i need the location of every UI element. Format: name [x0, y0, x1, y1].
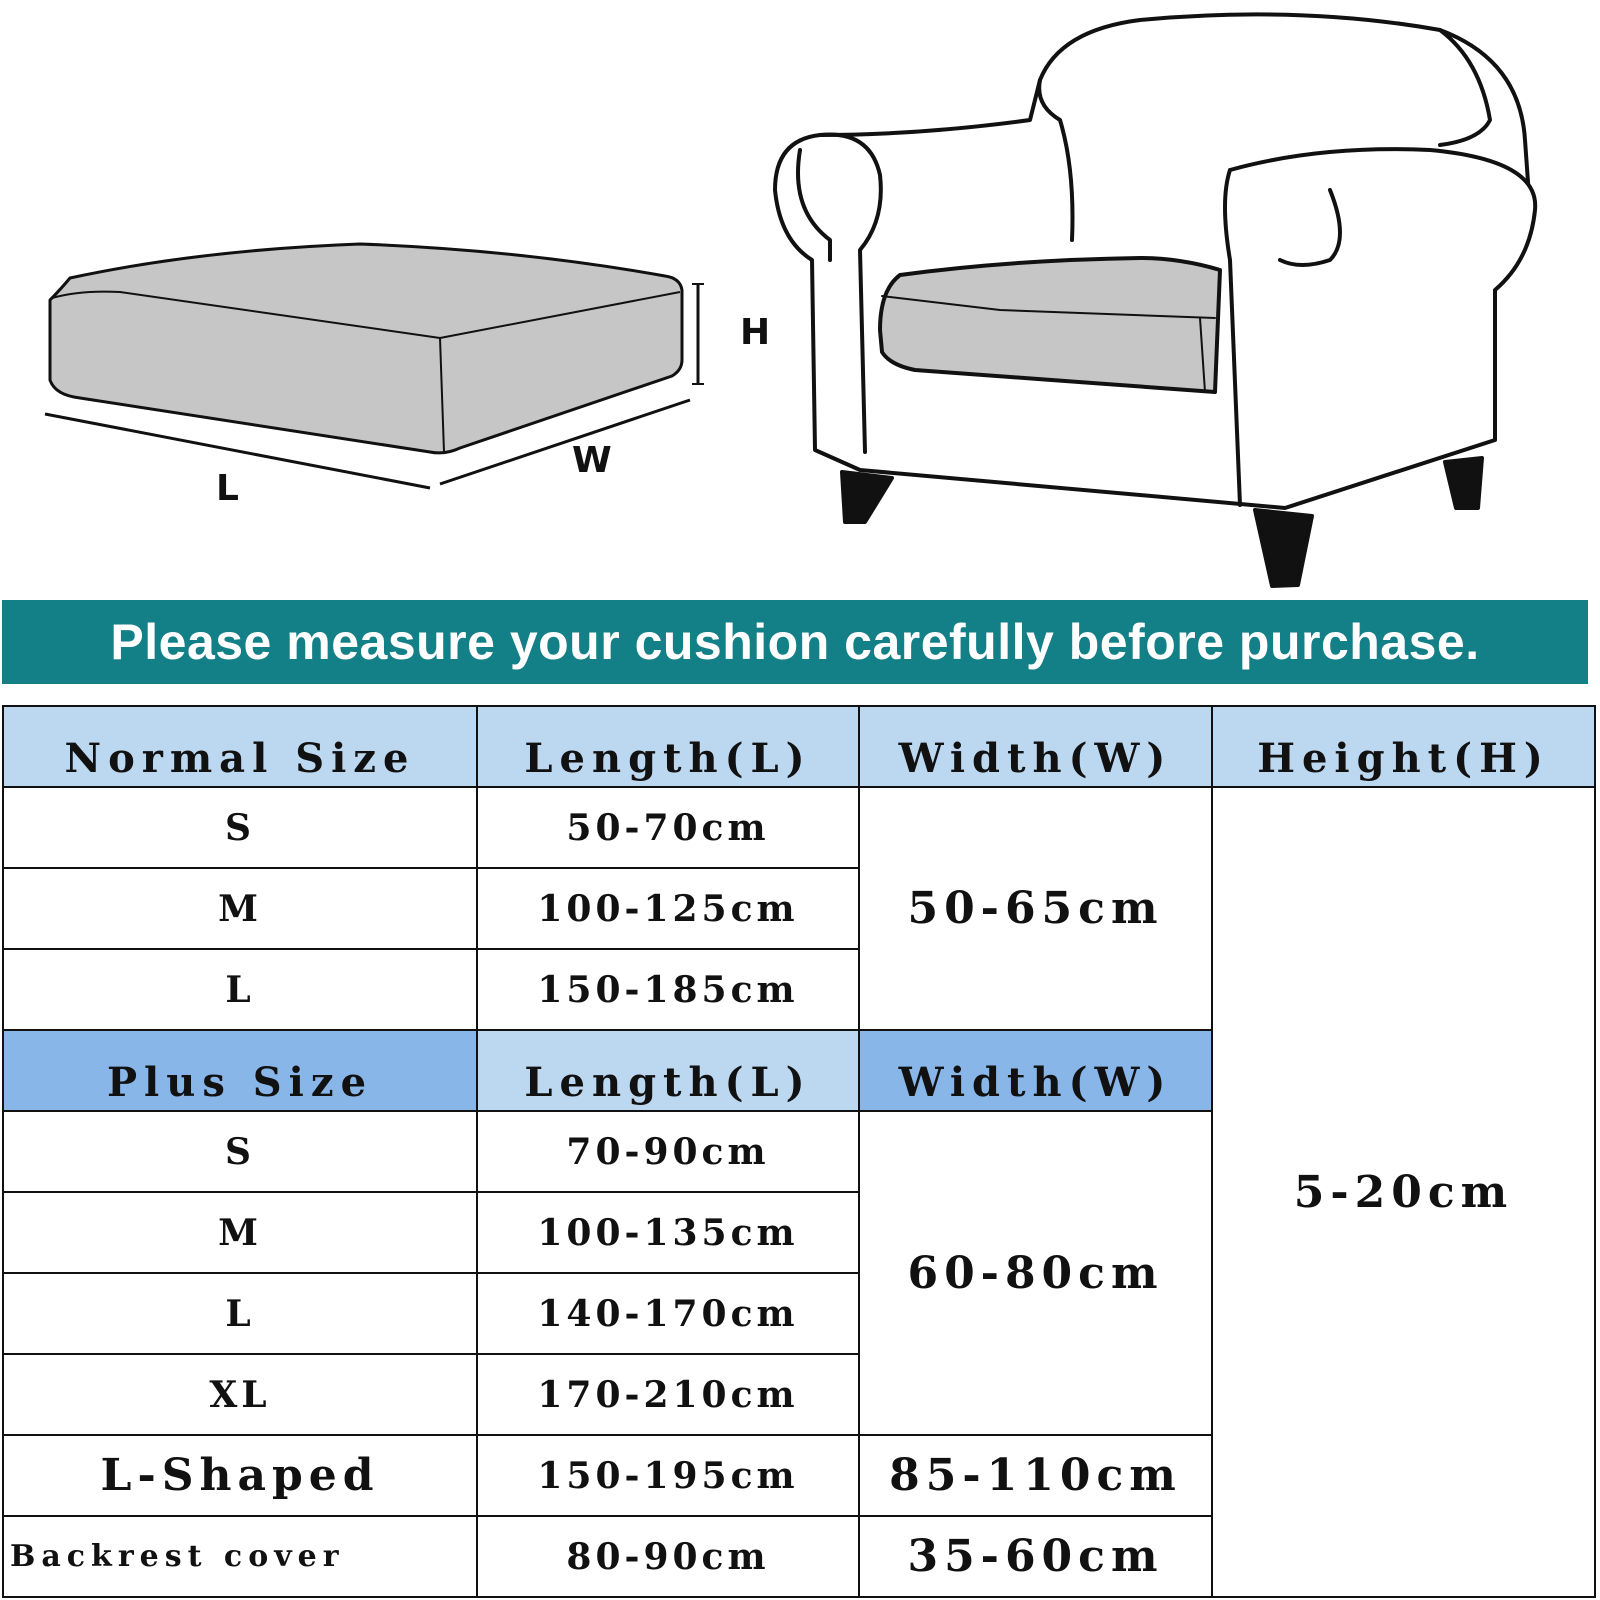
width-cell: 85-110cm	[859, 1435, 1212, 1516]
width-cell: 35-60cm	[859, 1516, 1212, 1597]
normal-size-header: Normal Size	[3, 706, 477, 787]
length-cell: 100-125cm	[477, 868, 859, 949]
length-cell: 80-90cm	[477, 1516, 859, 1597]
plus-width-cell: 60-80cm	[859, 1111, 1212, 1435]
chair-leg	[1255, 510, 1312, 586]
length-cell: 50-70cm	[477, 787, 859, 868]
size-cell: XL	[3, 1354, 477, 1435]
size-cell: L-Shaped	[3, 1435, 477, 1516]
chair-leg	[842, 472, 892, 522]
length-cell: 100-135cm	[477, 1192, 859, 1273]
size-cell: Backrest cover	[3, 1516, 477, 1597]
width-header: Width(W)	[859, 1030, 1212, 1111]
height-cell: 5-20cm	[1212, 787, 1595, 1597]
size-cell: L	[3, 1273, 477, 1354]
length-header: Length(L)	[477, 706, 859, 787]
size-cell: L	[3, 949, 477, 1030]
length-cell: 150-195cm	[477, 1435, 859, 1516]
size-table	[2, 705, 1596, 1598]
width-label: W	[572, 440, 612, 481]
size-cell: S	[3, 787, 477, 868]
length-cell: 170-210cm	[477, 1354, 859, 1435]
length-cell: 70-90cm	[477, 1111, 859, 1192]
height-label: H	[740, 312, 771, 353]
height-header: Height(H)	[1212, 706, 1595, 787]
length-header: Length(L)	[477, 1030, 859, 1111]
illustration	[0, 0, 1600, 600]
length-cell: 140-170cm	[477, 1273, 859, 1354]
size-cell: M	[3, 1192, 477, 1273]
chair-leg	[1445, 458, 1482, 508]
plus-size-header: Plus Size	[3, 1030, 477, 1111]
size-cell: M	[3, 868, 477, 949]
measure-notice-banner: Please measure your cushion carefully before purchase.	[2, 600, 1588, 684]
normal-size-header-row	[3, 706, 1595, 787]
armchair-drawing	[775, 14, 1535, 586]
length-cell: 150-185cm	[477, 949, 859, 1030]
cushion-shape	[50, 244, 682, 453]
seat-cushion	[880, 258, 1220, 392]
length-label: L	[216, 468, 239, 509]
normal-width-cell: 50-65cm	[859, 787, 1212, 1030]
table-row	[3, 787, 1595, 868]
width-header: Width(W)	[859, 706, 1212, 787]
size-cell: S	[3, 1111, 477, 1192]
